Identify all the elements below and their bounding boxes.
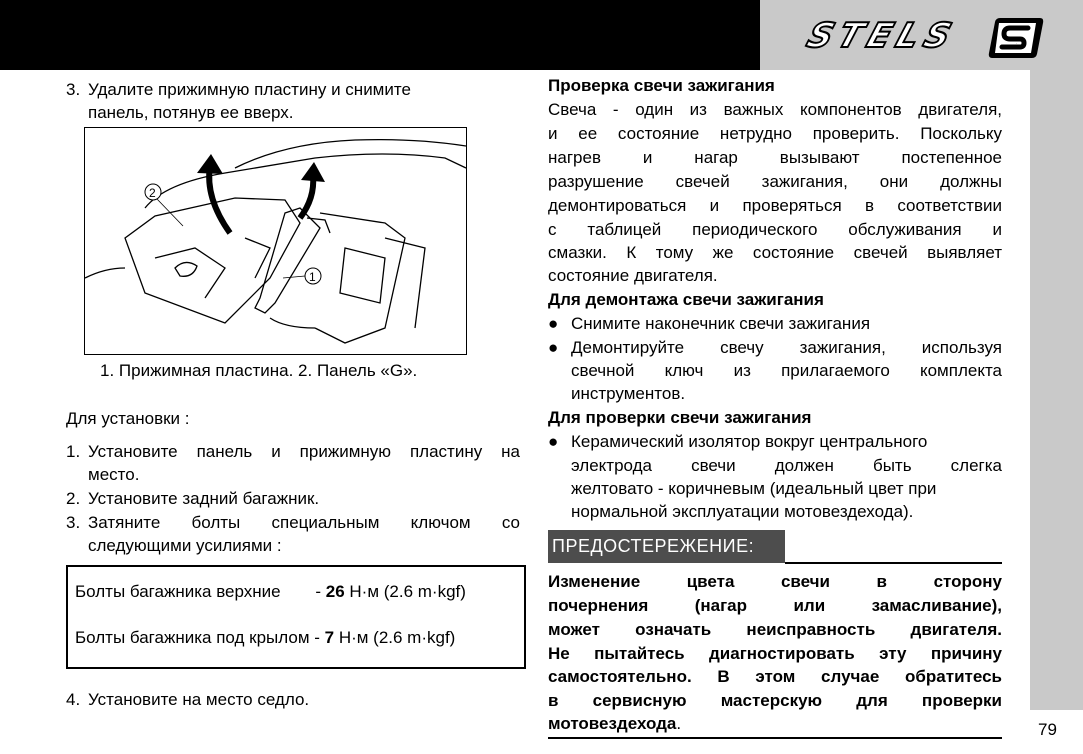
torque-row xyxy=(75,628,455,648)
check-line1: Керамический изолятор вокруг центрального xyxy=(571,432,928,451)
callout-1: 1 xyxy=(309,270,316,284)
step3-text-line2: панель, потянув ее вверх. xyxy=(88,103,294,122)
step3-number: 3. xyxy=(66,80,81,99)
torque-sep: - xyxy=(309,628,325,647)
warning-last-word: мотовездехода xyxy=(548,714,677,733)
torque-value: 7 xyxy=(324,628,335,647)
install-step2-line1: Установите задний багажник. xyxy=(88,489,320,508)
torque-unit: Н·м (2.6 m·kgf) xyxy=(344,582,466,601)
torque-table xyxy=(66,565,526,669)
para1-line: разрушение свечей зажигания, они должны xyxy=(548,172,1002,191)
header-bar xyxy=(0,0,760,70)
callout-2: 2 xyxy=(149,186,156,200)
figure-caption: 1. Прижимная пластина. 2. Панель «G». xyxy=(100,361,418,380)
install-step2-number: 2. xyxy=(66,489,81,508)
logo-letter: S xyxy=(1016,44,1017,45)
figure-illustration xyxy=(84,127,467,355)
install-title: Для установки : xyxy=(66,409,190,428)
para1-last-line: состояние двигателя. xyxy=(548,266,718,285)
para1-line: нагрев и нагар вызывают постепенное xyxy=(548,148,1002,167)
install-step1-line2: место. xyxy=(88,465,140,484)
warning-last-line: мотовездехода. xyxy=(548,714,682,733)
install-step1-number: 1. xyxy=(66,442,81,461)
bullet: ● xyxy=(548,314,559,333)
step4-text: Установите на место седло. xyxy=(88,690,310,709)
section-title-inspection: Для проверки свечи зажигания xyxy=(548,408,812,427)
step4-number: 4. xyxy=(66,690,81,709)
panel-removal-drawing xyxy=(85,128,466,354)
warning-line: в сервисную мастерскую для проверки xyxy=(548,691,1002,710)
section-title-spark-plug-check: Проверка свечи зажигания xyxy=(548,76,775,95)
bullet: ● xyxy=(548,338,559,357)
warning-line: почернения (нагар или замасливание), xyxy=(548,596,1002,615)
torque-value: 26 xyxy=(325,582,345,601)
install-step3-line1: Затяните болты специальным ключом со xyxy=(88,513,520,532)
warning-label: ПРЕДОСТЕРЕЖЕНИЕ: xyxy=(548,530,785,563)
install-step3-line2: следующими усилиями : xyxy=(88,536,282,555)
torque-sep: - xyxy=(310,582,326,601)
warning-line: может означать неисправность двигателя. xyxy=(548,620,1002,639)
warning-line: самостоятельно. В этом случае обратитесь xyxy=(548,667,1002,686)
torque-label: Болты багажника под крылом xyxy=(75,628,310,647)
bottom-rule xyxy=(548,737,1002,739)
warning-line: Изменение цвета свечи в сторону xyxy=(548,572,1002,591)
para1-line: демонтироваться и проверяться в соответствии xyxy=(548,196,1002,215)
para1-line: смазки. К тому же состояние свечей выявляет xyxy=(548,243,1002,262)
removal-item1: Снимите наконечник свечи зажигания xyxy=(571,314,871,333)
bullet: ● xyxy=(548,432,559,451)
torque-label: Болты багажника верхние xyxy=(75,582,281,601)
removal-item2-line2: свечной ключ из прилагаемого комплекта xyxy=(571,361,1002,380)
torque-row xyxy=(75,582,466,602)
check-line2: электрода свечи должен быть слегка xyxy=(571,456,1002,475)
removal-item2-line1: Демонтируйте свечу зажигания, используя xyxy=(571,338,1002,357)
warning-underline xyxy=(785,562,1002,564)
para1-line: и ее состояние нетрудно проверить. Поскольку xyxy=(548,124,1002,143)
torque-unit: Н·м (2.6 m·kgf) xyxy=(334,628,456,647)
para1-line: Свеча - один из важных компонентов двигателя, xyxy=(548,100,1002,119)
warning-line: Не пытайтесь диагностировать эту причину xyxy=(548,644,1002,663)
stels-s-logo-icon xyxy=(986,14,1046,62)
stels-logo-text: STELS xyxy=(801,16,963,56)
install-step1-line1: Установите панель и прижимную пластину на xyxy=(88,442,520,461)
check-line4: нормальной эксплуатации мотовездехода). xyxy=(571,502,914,521)
side-strip xyxy=(1030,70,1083,710)
removal-item2-line3: инструментов. xyxy=(571,384,686,403)
para1-line: с таблицей периодического обслуживания и xyxy=(548,220,1002,239)
install-step3-number: 3. xyxy=(66,513,81,532)
step3-text-line1: Удалите прижимную пластину и снимите xyxy=(88,80,411,99)
check-line3: желтовато - коричневым (идеальный цвет при xyxy=(571,479,937,498)
page-number: 79 xyxy=(1038,720,1057,739)
section-title-removal: Для демонтажа свечи зажигания xyxy=(548,290,824,309)
